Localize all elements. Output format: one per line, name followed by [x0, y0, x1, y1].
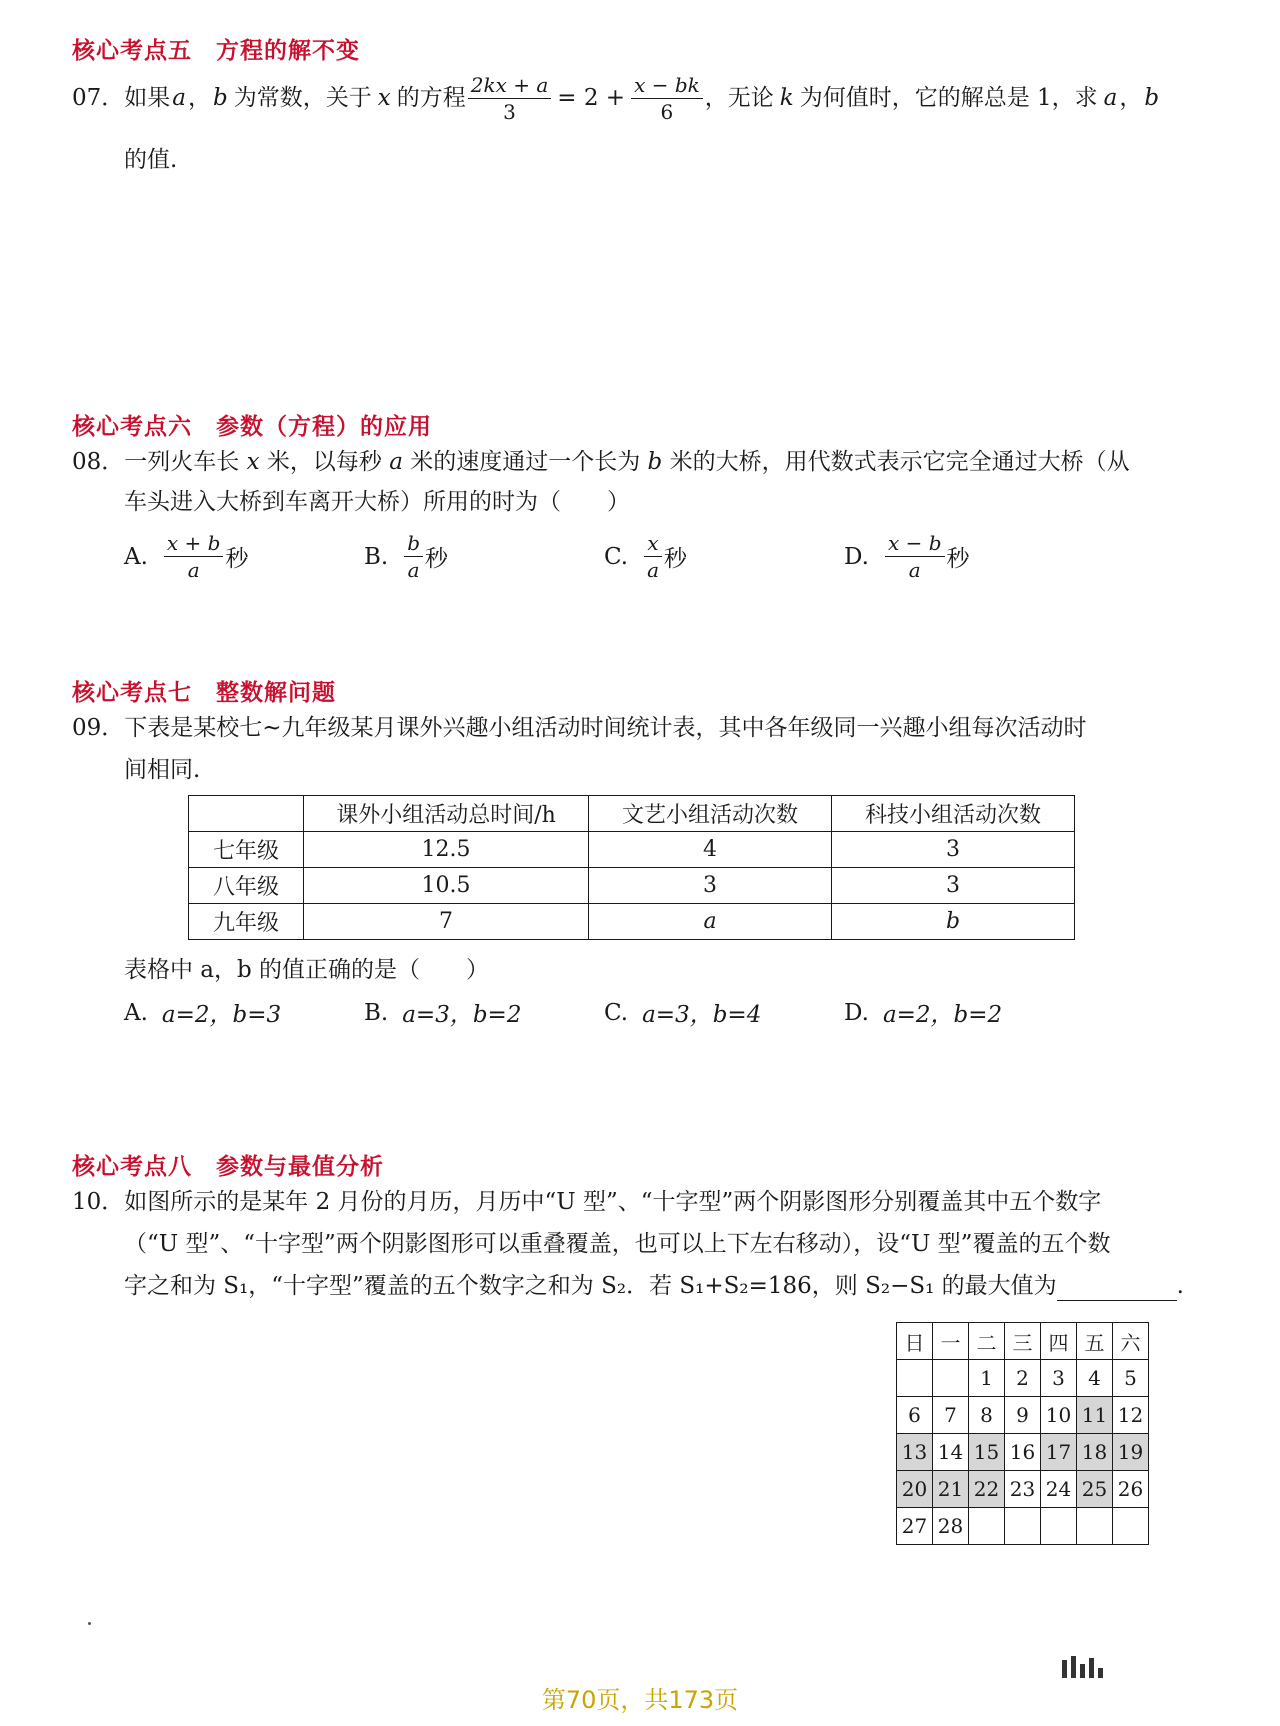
shaded-day-cell: 19 — [1113, 1434, 1149, 1471]
q09-option-a[interactable]: A. a=2，b=3 — [124, 999, 282, 1028]
q10-line2: （“U 型”、“十字型”两个阴影图形可以重叠覆盖，也可以上下左右移动），设“U 型”覆盖的五个数 — [124, 1231, 1111, 1257]
table-header-row: 课外小组活动总时间/h 文艺小组活动次数 科技小组活动次数 — [189, 796, 1075, 832]
q10-line3: 字之和为 S₁，“十字型”覆盖的五个数字之和为 S₂．若 S₁+S₂=186，则 S₂−S₁ 的最大值为 . — [124, 1273, 1184, 1299]
february-calendar — [896, 1322, 1149, 1545]
q08-line2: 车头进入大桥到车离开大桥）所用的时为（ ） — [124, 489, 630, 515]
table-row: 七年级 12.5 4 3 — [189, 832, 1075, 868]
scan-edge-marks — [1062, 1656, 1103, 1678]
answer-blank[interactable] — [1057, 1276, 1177, 1301]
shaded-day-cell: 20 — [897, 1471, 933, 1508]
shaded-day-cell: 17 — [1041, 1434, 1077, 1471]
calendar-week-row: 6 7 8 9 10 11 12 — [897, 1397, 1149, 1434]
q09-option-b[interactable]: B. a=3，b=2 — [364, 999, 522, 1028]
calendar-week-row: 1 2 3 4 5 — [897, 1360, 1149, 1397]
shaded-day-cell: 13 — [897, 1434, 933, 1471]
shaded-day-cell: 25 — [1077, 1471, 1113, 1508]
shaded-day-cell: 18 — [1077, 1434, 1113, 1471]
q09-question: 表格中 a，b 的值正确的是（ ） — [124, 957, 490, 983]
q07-fraction-right: $\frac{x - bk}{6}$ — [631, 72, 703, 125]
section-heading-6: 核心考点六 参数（方程）的应用 — [72, 414, 432, 440]
shaded-day-cell: 15 — [969, 1434, 1005, 1471]
shaded-day-cell: 21 — [933, 1471, 969, 1508]
q10-line1: 10．如图所示的是某年 2 月份的月历，月历中“U 型”、“十字型”两个阴影图形分别覆盖其中五个数字 — [72, 1189, 1102, 1215]
activity-stats-table — [188, 795, 1075, 940]
q07-line2: 的值. — [124, 147, 178, 173]
calendar-week-row: 27 28 — [897, 1508, 1149, 1545]
section-heading-8: 核心考点八 参数与最值分析 — [72, 1154, 384, 1180]
calendar-header-row: 日 一 二 三 四 五 六 — [897, 1323, 1149, 1360]
q08-option-b[interactable]: B. $\frac{b}{a}$ 秒 — [364, 531, 449, 582]
calendar-week-row: 20 21 22 23 24 25 26 — [897, 1471, 1149, 1508]
q08-option-a[interactable]: A. $\frac{x + b}{a}$ 秒 — [124, 531, 249, 582]
table-row: 八年级 10.5 3 3 — [189, 868, 1075, 904]
section-heading-7: 核心考点七 整数解问题 — [72, 680, 336, 706]
q08-option-c[interactable]: C. $\frac{x}{a}$ 秒 — [604, 531, 688, 582]
q08-line1: 08．一列火车长 x 米，以每秒 a 米的速度通过一个长为 b 米的大桥，用代数式表示它完全通过大桥（从 — [72, 449, 1130, 475]
q09-line2: 间相同. — [124, 757, 201, 783]
q08-option-d[interactable]: D. $\frac{x - b}{a}$ 秒 — [844, 531, 970, 582]
q07-line1: 07． 如果 a ， b 为常数，关于 x 的方程 $\frac{2kx + a}{3}$ = 2 + $\frac{x - bk}{6}$ ，无论 k 为何值时，它的解总是 1，求 a ， b — [72, 72, 1160, 124]
q07-fraction-left: $\frac{2kx + a}{3}$ — [468, 72, 552, 125]
q09-line1: 09．下表是某校七~九年级某月课外兴趣小组活动时间统计表，其中各年级同一兴趣小组每次活动时 — [72, 715, 1087, 741]
table-row: 九年级 7 a b — [189, 904, 1075, 940]
page-footer: 第70页，共173页 — [541, 1686, 739, 1714]
scan-speck — [88, 1622, 91, 1625]
shaded-day-cell: 11 — [1077, 1397, 1113, 1434]
section-heading-5: 核心考点五 方程的解不变 — [72, 38, 360, 64]
shaded-day-cell: 22 — [969, 1471, 1005, 1508]
calendar-week-row: 13 14 15 16 17 18 19 — [897, 1434, 1149, 1471]
q09-option-d[interactable]: D. a=2，b=2 — [844, 999, 1003, 1028]
q09-option-c[interactable]: C. a=3，b=4 — [604, 999, 762, 1028]
